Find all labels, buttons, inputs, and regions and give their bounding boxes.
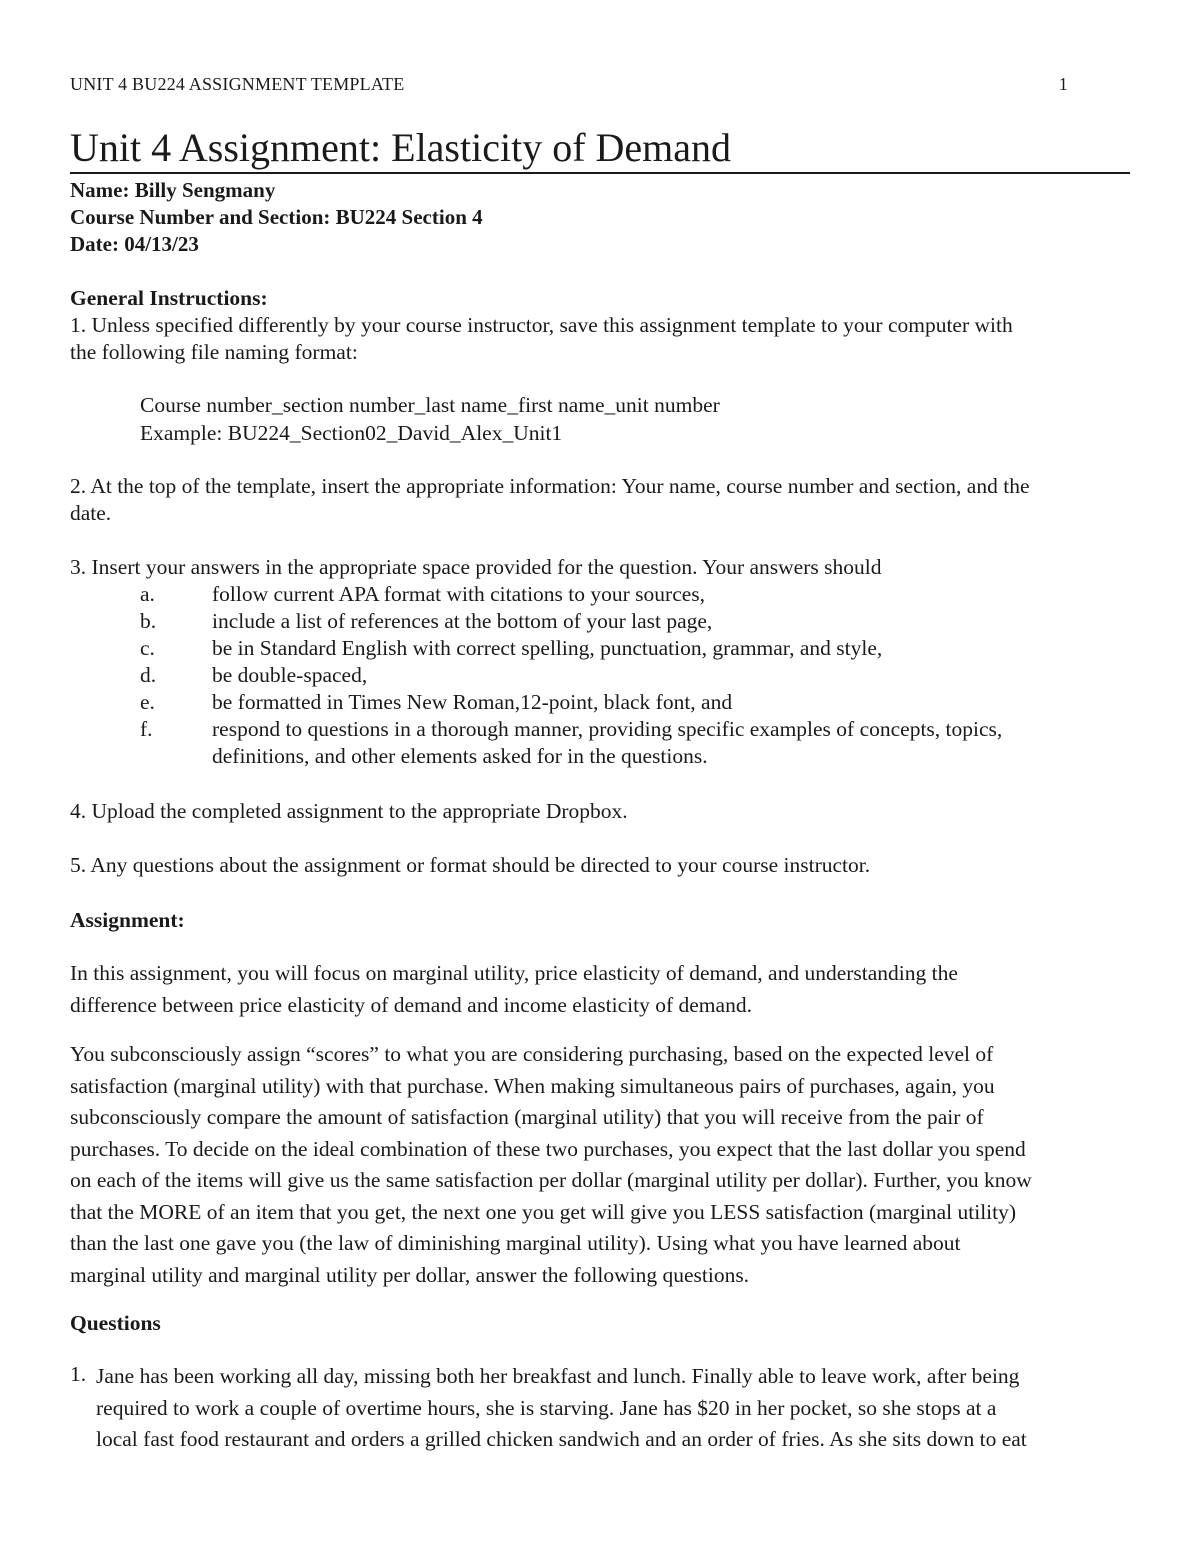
instruction-2-line2: date. [70,501,112,525]
question-line: required to work a couple of overtime hours, she is starving. Jane has $20 in her pocket, so she stops at a [96,1395,997,1420]
instruction-1-line1: 1. Unless specified differently by your course instructor, save this assignment template to your computer with [70,313,1013,337]
list-marker: b. [140,609,157,633]
list-marker: d. [140,663,157,687]
page-title: Unit 4 Assignment: Elasticity of Demand [70,124,1130,174]
question-number: 1. [70,1362,87,1386]
assignment-intro [70,958,1130,1021]
list-text: respond to questions in a thorough manner, providing specific examples of concepts, topics, [212,717,1003,741]
list-item [0,581,1200,608]
list-marker: f. [140,717,153,741]
assignment-body-line: You subconsciously assign “scores” to what you are considering purchasing, based on the expected level of [70,1042,994,1066]
instruction-3: 3. Insert your answers in the appropriate space provided for the question. Your answers should [70,555,882,579]
list-text: be in Standard English with correct spelling, punctuation, grammar, and style, [212,636,883,660]
file-format-line: Course number_section number_last name_first name_unit number [140,393,720,417]
assignment-body-line: that the MORE of an item that you get, the next one you get will give you LESS satisfaction (marginal utility) [70,1199,1017,1224]
page-number: 1 [1058,74,1068,94]
file-example-line: Example: BU224_Section02_David_Alex_Unit1 [140,421,563,445]
questions-heading: Questions [70,1311,161,1335]
assignment-body [70,1039,1130,1291]
student-name: Name: Billy Sengmany [70,178,276,202]
running-head-text: UNIT 4 BU224 ASSIGNMENT TEMPLATE [70,74,405,94]
list-item [0,662,1200,689]
list-text: include a list of references at the bottom of your last page, [212,609,713,633]
list-item [0,608,1200,635]
list-item [0,635,1200,662]
instruction-1-line2: the following file naming format: [70,340,358,364]
assignment-body-line: satisfaction (marginal utility) with that purchase. When making simultaneous pairs of purchases, again, you [70,1073,995,1098]
student-info [70,177,483,258]
list-marker: e. [140,690,155,714]
assignment-intro-line: difference between price elasticity of demand and income elasticity of demand. [70,992,752,1017]
list-text: follow current APA format with citations to your sources, [212,582,706,606]
assignment-intro-line: In this assignment, you will focus on marginal utility, price elasticity of demand, and understanding the [70,961,958,985]
assignment-body-line: than the last one gave you (the law of diminishing marginal utility). Using what you have learned about [70,1231,961,1255]
assignment-body-line: marginal utility and marginal utility per dollar, answer the following questions. [70,1262,750,1287]
list-marker: a. [140,582,155,606]
list-text-continued: definitions, and other elements asked for in the questions. [212,744,708,768]
assignment-body-line: purchases. To decide on the ideal combination of these two purchases, you expect that the last dollar you spend [70,1136,1026,1161]
list-text: be double-spaced, [212,663,368,687]
list-text: be formatted in Times New Roman,12-point, black font, and [212,690,733,714]
assignment-heading: Assignment: [70,908,185,932]
question-line: local fast food restaurant and orders a grilled chicken sandwich and an order of fries. As she sits down to eat [96,1427,1027,1451]
instruction-5: 5. Any questions about the assignment or format should be directed to your course instructor. [70,853,871,877]
assignment-body-line: subconsciously compare the amount of satisfaction (marginal utility) that you will receive from the pair of [70,1105,984,1129]
question-1 [0,1361,1200,1461]
list-item [0,716,1200,770]
list-item [0,689,1200,716]
question-text [96,1361,1126,1456]
list-marker: c. [140,636,155,660]
instruction-4: 4. Upload the completed assignment to the appropriate Dropbox. [70,799,628,823]
question-line: Jane has been working all day, missing both her breakfast and lunch. Finally able to leave work, after being [96,1364,1020,1388]
course-section: Course Number and Section: BU224 Section 4 [70,205,483,229]
running-header [70,72,1130,96]
instructions-heading: General Instructions: [70,286,268,310]
instruction-2-line1: 2. At the top of the template, insert the appropriate information: Your name, course number and section, and the [70,474,1030,498]
submission-date: Date: 04/13/23 [70,232,199,256]
assignment-body-line: on each of the items will give us the same satisfaction per dollar (marginal utility per dollar). Further, you know [70,1168,1032,1192]
